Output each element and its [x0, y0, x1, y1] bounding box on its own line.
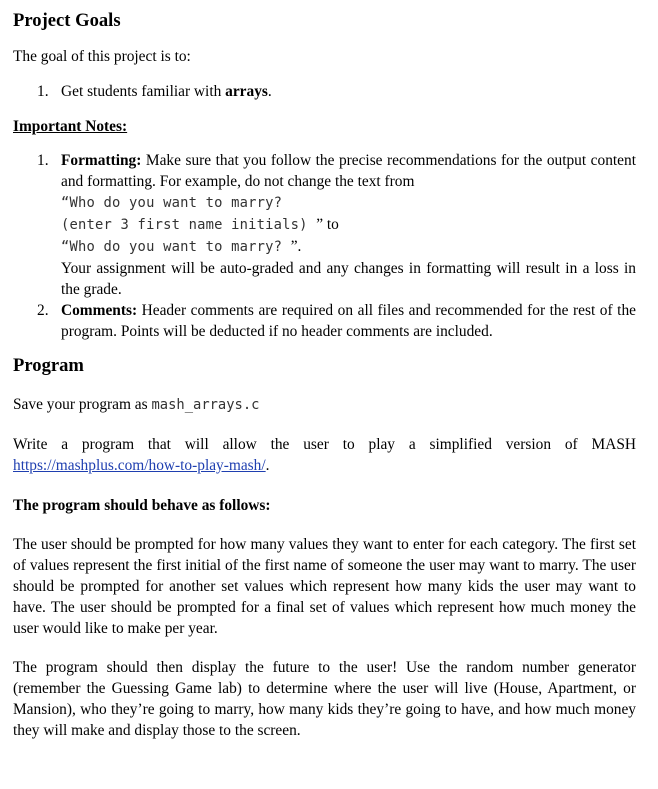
formatting-note-text	[61, 150, 636, 192]
code-tail-text: ” to	[316, 216, 339, 233]
code-tail-text: ”.	[290, 238, 302, 255]
goals-list	[13, 81, 636, 102]
list-number: 1.	[37, 152, 49, 169]
notes-list-item-comments	[13, 300, 636, 342]
note-label: Comments:	[61, 302, 138, 319]
code-text: (enter 3 first name initials)	[61, 217, 317, 233]
link-end-text: .	[265, 457, 270, 474]
notes-list-item-formatting	[13, 150, 636, 300]
mash-link[interactable]: https://mashplus.com/how-to-play-mash/	[13, 457, 266, 474]
goals-list-item	[13, 81, 636, 102]
formatting-followup-text: Your assignment will be auto-graded and any changes in formatting will result in a loss in the grade.	[61, 260, 636, 298]
goals-intro-text: The goal of this project is to:	[13, 48, 191, 65]
write-text: Write a program that will allow the user to play a simplified version of MASH	[13, 436, 636, 453]
prompt-description-paragraph: The user should be prompted for how many values they want to enter for each category. The first set of values represent the first initial of the first name of someone the user may want to marry. The user should be prompted for another set values which represent how many kids the user may want to have. The user should be prompted for a final set of values which represent how much money the user would like to make per year.	[13, 536, 636, 637]
goal-bold-text: arrays	[225, 83, 268, 100]
comments-note-text	[61, 300, 636, 342]
save-prefix-text: Save your program as	[13, 396, 152, 413]
code-line-2	[61, 214, 636, 236]
list-number: 1.	[37, 83, 49, 100]
section-title-project-goals: Project Goals	[13, 10, 121, 31]
goal-text-end: .	[267, 83, 272, 100]
note-body: Header comments are required on all files and recommended for the rest of the program. Points will be deducted if no header comments are included.	[61, 302, 636, 340]
display-description-paragraph: The program should then display the future to the user! Use the random number generator (remember the Guessing Game lab) to determine where the user will live (House, Apartment, or Mansion), who they’re going to marry, how many kids they’re going to have, and how much money they will make and display those to the screen.	[13, 659, 636, 739]
note-label: Formatting:	[61, 152, 142, 169]
section-title-important-notes: Important Notes:	[13, 118, 128, 135]
note-body: Make sure that you follow the precise recommendations for the output content and formatting. For example, do not change the text from	[61, 152, 636, 190]
behave-heading: The program should behave as follows:	[13, 497, 271, 514]
write-program-paragraph	[13, 434, 636, 476]
code-line-1	[61, 192, 636, 214]
notes-list	[13, 150, 636, 342]
section-title-program: Program	[13, 355, 84, 376]
code-line-3	[61, 236, 636, 258]
list-number: 2.	[37, 302, 49, 319]
save-instruction	[13, 394, 636, 416]
filename-code: mash_arrays.c	[151, 397, 260, 413]
goal-text: Get students familiar with	[61, 83, 226, 100]
code-text: “Who do you want to marry?	[61, 195, 283, 211]
code-text: “Who do you want to marry?	[61, 239, 291, 255]
